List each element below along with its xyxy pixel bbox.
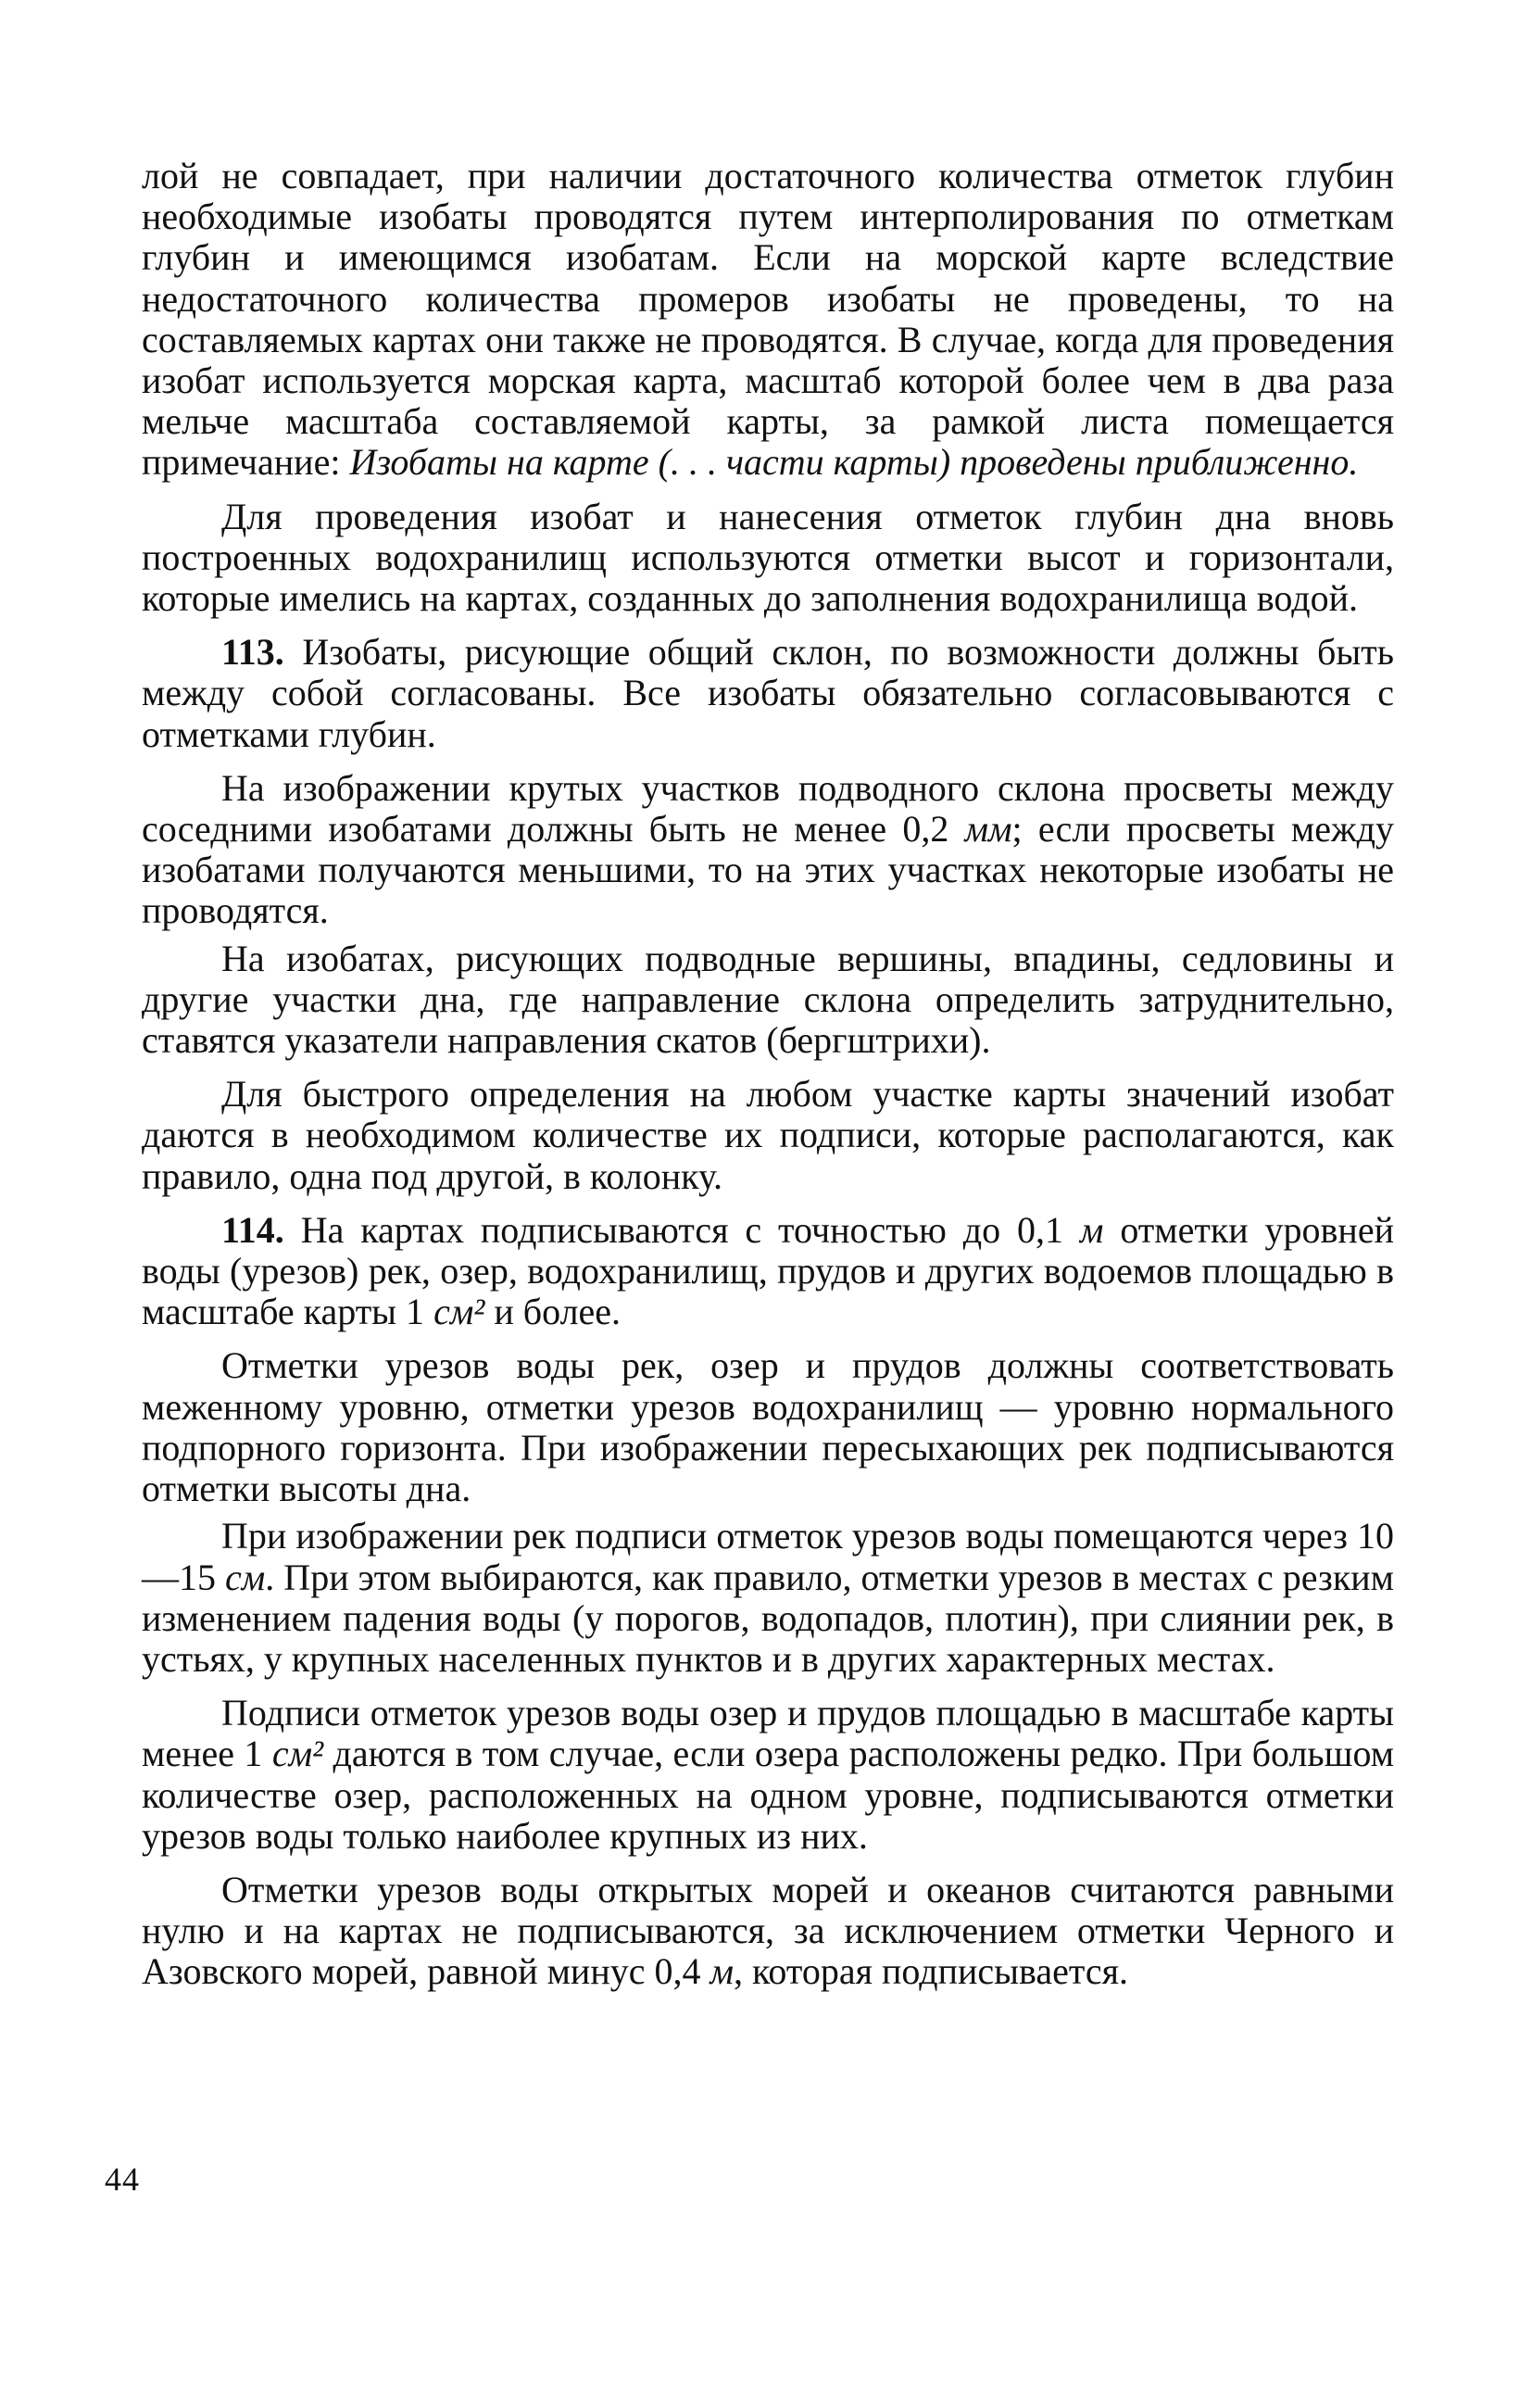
paragraph-text: , которая подписывается.	[734, 1950, 1129, 1993]
section-114	[142, 1210, 1394, 1333]
paragraph-reservoirs	[142, 497, 1394, 620]
paragraph-text: На картах подписываются с точностью до 0,1	[283, 1208, 1080, 1251]
unit-mm: мм	[964, 808, 1012, 851]
unit-cm: см	[225, 1556, 266, 1598]
paragraph-text: При изображении рек подписи отметок урезов воды помещаются через 10—15	[142, 1515, 1394, 1598]
paragraph-text: отметки уровней воды (урезов) рек, озер, водохранилищ, прудов и других водоемов площадью в масштабе карты 1	[142, 1208, 1394, 1333]
paragraph-text: На изображении крутых участков подводного склона просветы между соседними изобатами должны быть не менее 0,2	[142, 766, 1394, 851]
unit-m: м	[709, 1950, 735, 1993]
paragraph-text: даются в том случае, если озера расположены редко. При большом количестве озер, расположенных на одном уровне, подписываются отметки урезов воды только наиболее крупных из них.	[142, 1733, 1395, 1857]
paragraph-text: Для быстрого определения на любом участке карты значений изобат даются в необходимом количестве их подписи, которые располагаются, как правило, одна под другой, в колонку.	[142, 1073, 1394, 1197]
paragraph-text: Отметки урезов воды рек, озер и прудов должны соответствовать меженному уровню, отметки урезов водохранилищ — уровню нормального подпорного горизонта. При изображении пересыхающих рек подписываются отметки высоты дна.	[142, 1344, 1394, 1510]
paragraph-text: Для проведения изобат и нанесения отметок глубин дна вновь построенных водохранилищ используются отметки высот и горизонтали, которые имелись на картах, созданных до заполнения водохранилища водой.	[142, 495, 1394, 620]
paragraph-isobath-labels	[142, 1074, 1394, 1197]
paragraph-text: лой не совпадает, при наличии достаточного количества отметок глубин необходимые изобаты проводятся путем интерполирования по отметкам глубин и имеющимся изобатам. Если на морской карте вследствие недостаточного количества промеров изобаты не проведены, то на составляемых картах они также не проводятся. В случае, когда для проведения изобат используется морская карта, масштаб которой более чем в два раза мельче масштаба составляемой карты, за рамкой листа помещается примечание:	[142, 155, 1394, 484]
paragraph-text: и более.	[484, 1291, 622, 1333]
paragraph-text: ; если просветы между изобатами получаются меньшими, то на этих участках некоторые изобаты не проводятся.	[142, 808, 1394, 932]
paragraph-water-level	[142, 1345, 1394, 1509]
page-number: 44	[105, 2161, 140, 2198]
paragraph-lake-labels	[142, 1693, 1394, 1857]
paragraph-text: Отметки урезов воды открытых морей и океанов считаются равными нулю и на картах не подписываются, за исключением отметки Черного и Азовского морей, равной минус 0,4	[142, 1868, 1394, 1993]
section-number: 113.	[221, 631, 284, 674]
paragraph-continuation	[142, 156, 1394, 484]
body-text	[142, 156, 1394, 1999]
paragraph-text: Изобаты, рисующие общий склон, по возможности должны быть между собой согласованы. Все изобаты обязательно согласовываются с отметками глубин.	[142, 631, 1394, 755]
paragraph-steep-slopes	[142, 768, 1394, 932]
paragraph-sea-levels	[142, 1870, 1394, 1993]
paragraph-text: . При этом выбираются, как правило, отметки урезов в местах с резким изменением падения воды (у порогов, водопадов, плотин), при слиянии рек, в устьях, у крупных населенных пунктов и в других характерных местах.	[142, 1556, 1394, 1680]
unit-m: м	[1079, 1208, 1104, 1251]
paragraph-bergstrich	[142, 939, 1394, 1062]
paragraph-text: Подписи отметок урезов воды озер и прудов площадью в масштабе карты менее 1	[142, 1692, 1394, 1775]
unit-cm2: см²	[271, 1733, 324, 1775]
section-number: 114.	[221, 1208, 284, 1251]
italic-note: Изобаты на карте (. . . части карты) проведены приближенно.	[349, 441, 1359, 484]
unit-cm2: см²	[433, 1291, 485, 1333]
paragraph-text: На изобатах, рисующих подводные вершины, впадины, седловины и другие участки дна, где направление склона определить затруднительно, ставятся указатели направления скатов (бергштрихи).	[142, 937, 1394, 1062]
section-113	[142, 632, 1394, 755]
paragraph-river-labels	[142, 1516, 1394, 1680]
